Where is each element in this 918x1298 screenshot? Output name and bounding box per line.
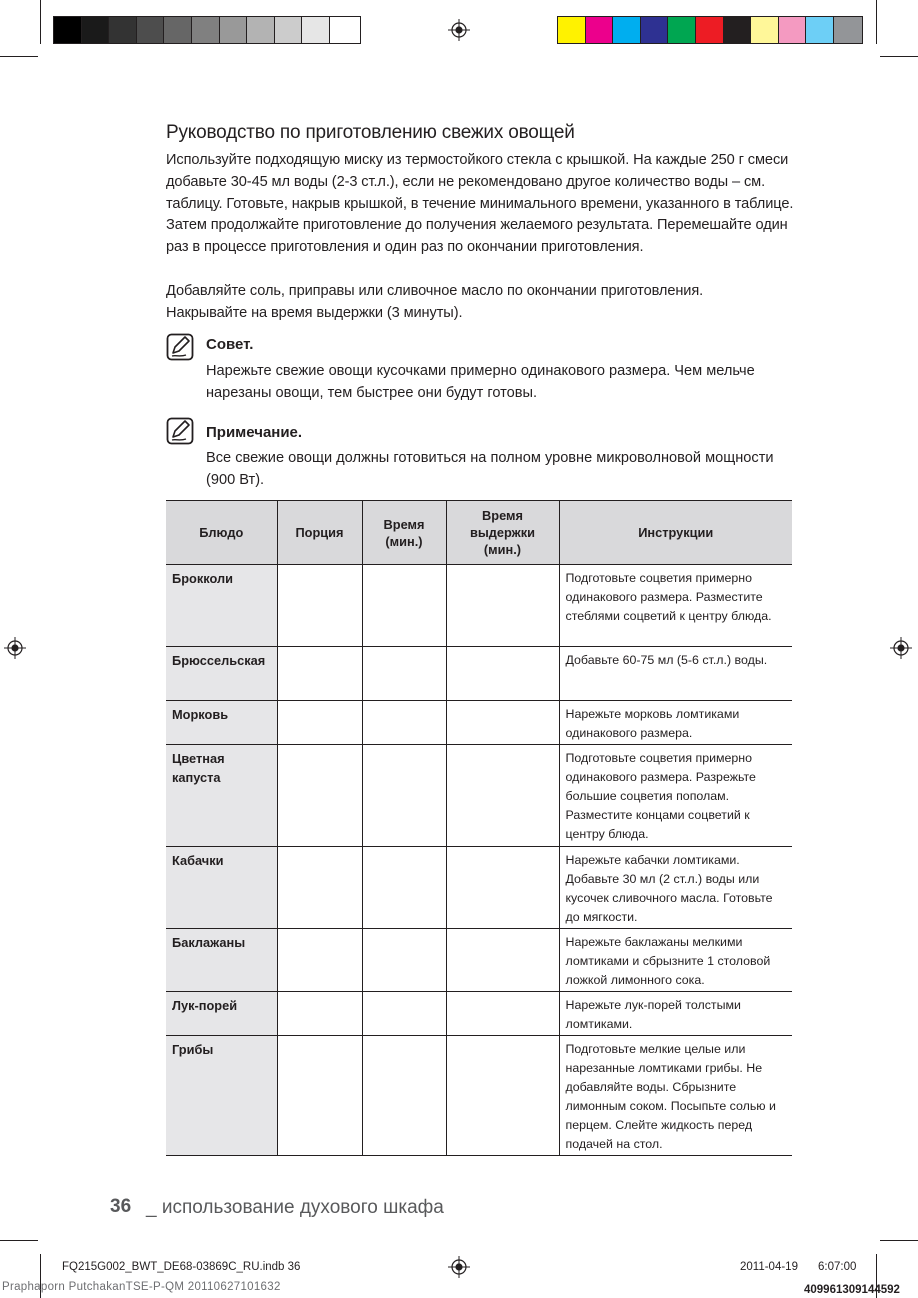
- instructions-cell: Нарежьте морковь ломтиками одинакового размера.: [559, 701, 792, 745]
- header-portion: Порция: [277, 501, 362, 565]
- portion-cell: [277, 647, 362, 701]
- slug-filename: FQ215G002_BWT_DE68-03869C_RU.indb 36: [62, 1261, 301, 1273]
- time-cell: [362, 929, 446, 992]
- crop-mark: [0, 56, 38, 57]
- color-swatch: [779, 17, 807, 43]
- gray-swatch: [164, 17, 192, 43]
- dish-cell: Брюссельская: [166, 647, 277, 701]
- standing-cell: [446, 701, 559, 745]
- color-swatch: [834, 17, 862, 43]
- gray-swatch: [330, 17, 358, 43]
- gray-swatch: [82, 17, 110, 43]
- table-row: [166, 565, 792, 647]
- note-pencil-icon: [166, 333, 194, 361]
- dish-cell: Баклажаны: [166, 929, 277, 992]
- seasoning-paragraph: Добавляйте соль, приправы или сливочное масло по окончании приготовления.: [166, 283, 704, 299]
- header-instructions: Инструкции: [559, 501, 792, 565]
- instructions-cell: Подготовьте соцветия примерно одинакового размера. Разместите стеблями соцветий к центру блюда.: [559, 565, 792, 647]
- note-text: Все свежие овощи должны готовиться на полном уровне микроволновой мощности (900 Вт).: [206, 450, 774, 488]
- time-cell: [362, 992, 446, 1036]
- standing-cell: [446, 847, 559, 929]
- slug-time: 6:07:00: [818, 1261, 857, 1273]
- gray-swatch: [192, 17, 220, 43]
- note-pencil-icon: [166, 417, 194, 445]
- table-row: [166, 701, 792, 745]
- gray-swatch: [109, 17, 137, 43]
- standing-cell: [446, 647, 559, 701]
- color-swatch: [806, 17, 834, 43]
- standing-cell: [446, 992, 559, 1036]
- portion-cell: [277, 745, 362, 847]
- time-cell: [362, 1036, 446, 1156]
- table-row: [166, 745, 792, 847]
- table-row: [166, 929, 792, 992]
- standing-cell: [446, 565, 559, 647]
- instructions-cell: Нарежьте лук-порей толстыми ломтиками.: [559, 992, 792, 1036]
- table-header-row: [166, 501, 792, 565]
- dish-cell: Кабачки: [166, 847, 277, 929]
- dish-cell: Брокколи: [166, 565, 277, 647]
- intro-paragraph: Используйте подходящую миску из термостойкого стекла с крышкой. На каждые 250 г смеси добавьте 30-45 мл воды (2-3 ст.л.), если не рекомендовано другое количество воды – см. таблицу. Готовьте, накрыв крышкой, в течение минимального времени, указанного в таблице. Затем продолжайте приготовление до получения желаемого результата. Перемешайте один раз в процессе приготовления и один раз по окончании приготовления.: [166, 152, 794, 256]
- table-row: [166, 992, 792, 1036]
- color-swatch: [641, 17, 669, 43]
- portion-cell: [277, 1036, 362, 1156]
- portion-cell: [277, 929, 362, 992]
- time-cell: [362, 847, 446, 929]
- gray-swatch: [302, 17, 330, 43]
- gray-swatch: [220, 17, 248, 43]
- header-dish: Блюдо: [166, 501, 277, 565]
- slug-date: 2011-04-19: [740, 1261, 798, 1273]
- section-title: Руководство по приготовлению свежих овощей: [166, 122, 575, 143]
- time-cell: [362, 647, 446, 701]
- registration-mark-icon: [448, 1256, 470, 1278]
- instructions-cell: Нарежьте баклажаны мелкими ломтиками и сбрызните 1 столовой ложкой лимонного сока.: [559, 929, 792, 992]
- portion-cell: [277, 992, 362, 1036]
- registration-mark-icon: [4, 637, 26, 659]
- dish-cell: Морковь: [166, 701, 277, 745]
- color-swatch: [586, 17, 614, 43]
- color-swatch: [613, 17, 641, 43]
- instructions-cell: Нарежьте кабачки ломтиками. Добавьте 30 мл (2 ст.л.) воды или кусочек сливочного масла. Готовьте до мягкости.: [559, 847, 792, 929]
- crop-mark: [40, 0, 41, 44]
- color-swatch: [751, 17, 779, 43]
- page-number: 36: [110, 1196, 132, 1217]
- gray-swatch: [275, 17, 303, 43]
- table-row: [166, 647, 792, 701]
- portion-cell: [277, 701, 362, 745]
- crop-mark: [0, 1240, 38, 1241]
- tip-text: Нарежьте свежие овощи кусочками примерно одинакового размера. Чем мельче нарезаны овощи, тем быстрее они будут готовы.: [206, 363, 755, 401]
- portion-cell: [277, 565, 362, 647]
- table-row: [166, 847, 792, 929]
- crop-mark: [880, 1240, 918, 1241]
- instructions-cell: Добавьте 60-75 мл (5-6 ст.л.) воды.: [559, 647, 792, 701]
- standing-cell: [446, 745, 559, 847]
- time-cell: [362, 565, 446, 647]
- dish-cell: Лук-порей: [166, 992, 277, 1036]
- footer-section-label: _ использование духового шкафа: [146, 1197, 444, 1218]
- crop-mark: [876, 0, 877, 44]
- standing-cell: [446, 1036, 559, 1156]
- standing-cell: [446, 929, 559, 992]
- crop-mark: [880, 56, 918, 57]
- color-swatch: [558, 17, 586, 43]
- tip-heading: Совет.: [206, 336, 254, 353]
- header-standing-time: Время выдержки (мин.): [446, 501, 559, 565]
- instructions-cell: Подготовьте мелкие целые или нарезанные ломтиками грибы. Не добавляйте воды. Сбрызните лимонным соком. Посыпьте солью и перцем. Слейте жидкость перед подачей на стол.: [559, 1036, 792, 1156]
- process-color-bar: [557, 16, 863, 44]
- gray-swatch: [54, 17, 82, 43]
- header-time: Время (мин.): [362, 501, 446, 565]
- gray-swatch: [247, 17, 275, 43]
- slug-operator: Praphaporn PutchakanTSE-P-QM 20110627101632: [2, 1281, 281, 1293]
- registration-mark-icon: [448, 19, 470, 41]
- color-swatch: [668, 17, 696, 43]
- time-cell: [362, 701, 446, 745]
- gray-swatch: [137, 17, 165, 43]
- vegetable-cooking-table: [166, 500, 792, 1156]
- registration-mark-icon: [890, 637, 912, 659]
- color-swatch: [724, 17, 752, 43]
- note-heading: Примечание.: [206, 424, 303, 441]
- time-cell: [362, 745, 446, 847]
- table-row: [166, 1036, 792, 1156]
- dish-cell: Грибы: [166, 1036, 277, 1156]
- instructions-cell: Подготовьте соцветия примерно одинакового размера. Разрежьте большие соцветия пополам. Разместите концами соцветий к центру блюда.: [559, 745, 792, 847]
- standing-paragraph: Накрывайте на время выдержки (3 минуты).: [166, 305, 463, 321]
- color-swatch: [696, 17, 724, 43]
- dish-cell: Цветная капуста: [166, 745, 277, 847]
- slug-code: 409961309144592: [804, 1284, 900, 1296]
- gray-color-bar: [53, 16, 361, 44]
- portion-cell: [277, 847, 362, 929]
